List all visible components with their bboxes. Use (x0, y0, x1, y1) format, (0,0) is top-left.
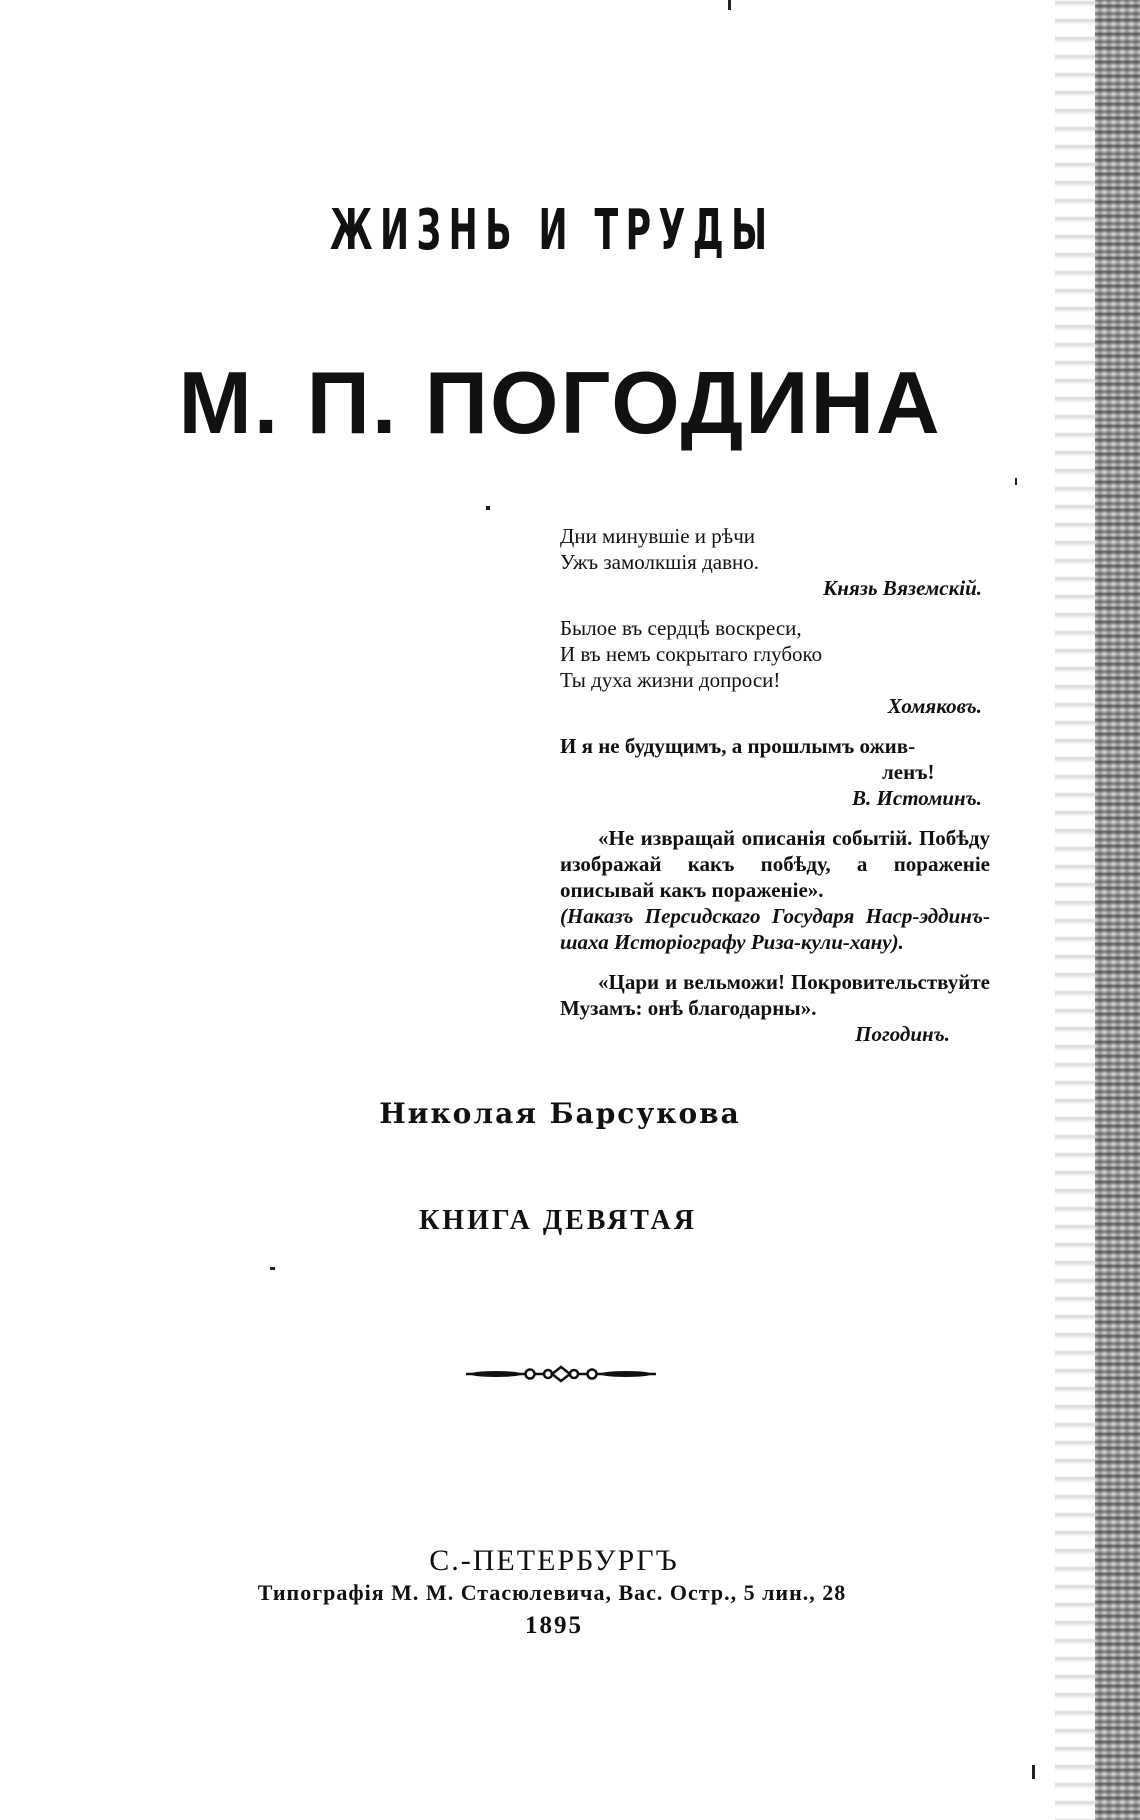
title-line-1: ЖИЗНЬ И ТРУДЫ (330, 198, 775, 263)
epigraph-3 (560, 733, 990, 811)
epigraph-attribution: Князь Вяземскiй. (823, 576, 982, 600)
epigraph-reference: (Наказъ Персидскаго Государя Наср-эддинъ-шаха Исторiографу Риза-кули-хану). (560, 904, 990, 954)
epigraph-line: Былое въ сердцѣ воскреси, (560, 616, 802, 640)
epigraph-line: И я не будущимъ, а прошлымъ ожив- (560, 734, 916, 758)
scan-speck (1015, 478, 1017, 485)
imprint-city: С.-ПЕТЕРБУРГЪ (429, 1544, 679, 1577)
epigraphs (560, 523, 990, 1061)
epigraph-line: И въ немъ сокрытаго глубоко (560, 642, 823, 666)
epigraph-5 (560, 969, 990, 1047)
epigraph-quote: «Цари и вельможи! Покровительствуйте Музамъ: онѣ благодарны». (560, 970, 990, 1020)
author-name: Николая Барсукова (379, 1097, 741, 1130)
epigraph-2 (560, 615, 990, 719)
scan-speck (270, 1267, 275, 1270)
book-number: КНИГА ДЕВЯТАЯ (418, 1205, 697, 1236)
epigraph-attribution: Хомяковъ. (887, 694, 982, 718)
epigraph-1 (560, 523, 990, 601)
epigraph-attribution: В. Истоминъ. (852, 786, 982, 810)
epigraph-line: ленъ! (882, 760, 935, 784)
scan-speck (486, 506, 490, 510)
imprint-year: 1895 (525, 1612, 583, 1639)
epigraph-quote: «Не извращай описанiя событiй. Побѣду изображай какъ побѣду, а пораженiе описывай какъ пораженiе». (560, 826, 990, 902)
ornament-divider-icon (466, 1362, 656, 1386)
scan-speck (728, 0, 731, 10)
epigraph-line: Ты духа жизни допроси! (560, 668, 781, 692)
scan-speck (1032, 1765, 1035, 1779)
epigraph-line: Дни минувшiе и рѣчи (560, 524, 755, 548)
imprint-printer: Типографiя М. М. Стасюлевича, Вас. Остр., 5 лин., 28 (257, 1580, 847, 1605)
title-line-2: М. П. ПОГОДИНА (178, 353, 942, 452)
epigraph-line: Ужъ замолкшiя давно. (560, 550, 759, 574)
epigraph-4 (560, 825, 990, 955)
epigraph-attribution: Погодинъ. (855, 1022, 950, 1046)
